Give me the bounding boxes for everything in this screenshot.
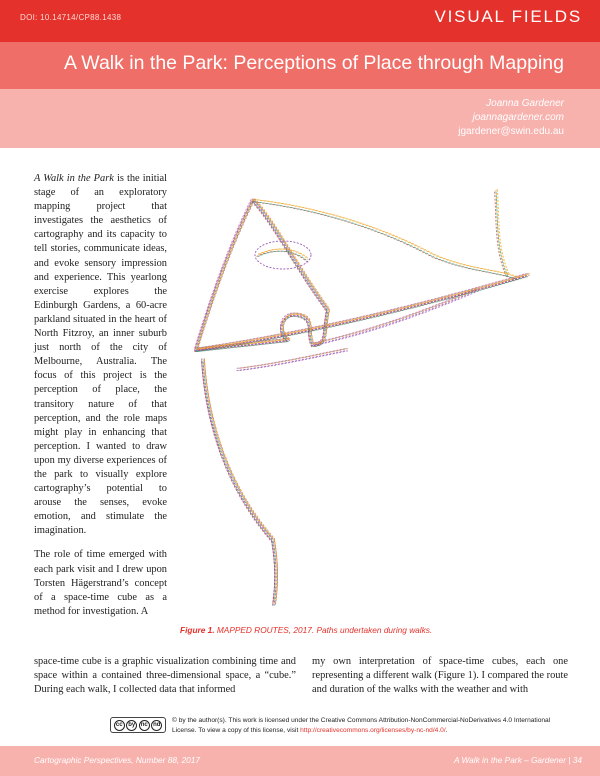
paragraph-1 [34, 172, 167, 538]
nd-icon: nd [151, 720, 162, 731]
license-link[interactable]: http://creativecommons.org/licenses/by-nc-nd/4.0/ [300, 727, 446, 734]
figure-caption-text: MAPPED ROUTES, 2017. Paths undertaken during walks. [214, 625, 433, 635]
walk-route-path [238, 348, 348, 368]
walk-route-path [497, 189, 509, 274]
nc-icon: nc [139, 720, 150, 731]
walk-route-path [313, 288, 478, 343]
walk-route-path [195, 198, 327, 348]
walk-route-path [197, 273, 529, 348]
body-column-left [34, 172, 167, 629]
walk-route-path [202, 361, 275, 606]
walk-route-path [197, 274, 529, 349]
section-label: VISUAL FIELDS [434, 7, 582, 26]
by-icon: by [126, 720, 137, 731]
walk-route-path [204, 358, 277, 603]
figure-label: Figure 1. [180, 625, 215, 635]
walk-route-path [254, 199, 519, 277]
walk-route-path [237, 348, 347, 368]
walk-route-path [203, 359, 276, 604]
walk-route-path [258, 249, 308, 259]
walk-route-path [195, 276, 527, 351]
license-end: . [445, 727, 448, 734]
cc-icon: cc [114, 720, 125, 731]
author-email[interactable]: jgardener@swin.edu.au [458, 126, 564, 137]
license-statement: © by the author(s). This work is licensed under the Creative Commons Attribution-NonCommercial-NoDerivatives 4.0 International License. To view a copy of this license, visit [172, 717, 551, 734]
figure-caption [180, 625, 432, 635]
walk-route-path [196, 274, 528, 349]
project-title-italic: A Walk in the Park [34, 173, 114, 184]
author-name: Joanna Gardener [486, 98, 564, 109]
walk-route-path [196, 273, 528, 348]
walk-route-path [202, 358, 275, 603]
mapped-routes-figure [178, 160, 550, 616]
walk-route-path [237, 351, 347, 371]
paragraph-2: The role of time emerged with each park visit and I drew upon Torsten Hägerstrand’s concept of a space-time cube as a method for investigation. A [34, 549, 167, 617]
journal-citation: Cartographic Perspectives, Number 88, 2017 [34, 755, 201, 765]
paragraph-1-text: is the initial stage of an exploratory mapping project that investigates the aesthetics of cartography and its capacity to tell stories, communicate ideas, and evoke sensory impression and experience. This yearlong exercise explores the Edinburgh Gardens, a 60-acre parkland situated in the heart of North Fitzroy, an inner suburb just north of the city of Melbourne, Australia. The focus of this project is the perception of place, the transitory nature of that perception, and the role maps might play in enhancing that perception. I wanted to draw upon my diverse experiences of the park to visually explore cartography’s potential to arouse the senses, evoke emotion, and stimulate the imagination. [34, 173, 167, 537]
walk-route-path [204, 361, 277, 606]
walk-route-path [195, 273, 527, 348]
cc-license-badge[interactable] [110, 717, 166, 733]
walk-route-path [203, 362, 276, 607]
body-wide-left: space-time cube is a graphic visualization combining time and space within a contained three-dimensional space, a “cube.” During each walk, I collected data that informed [34, 656, 296, 696]
running-footer: A Walk in the Park – Gardener | 34 [453, 755, 582, 765]
author-block [458, 97, 564, 139]
doi-label[interactable]: DOI: 10.14714/CP88.1438 [20, 13, 122, 22]
body-wide-right: my own interpretation of space-time cubes, each one representing a different walk (Figure 1). I compared the route and duration of the walks with the weather and with [312, 656, 568, 696]
walk-route-path [253, 199, 518, 277]
walk-route-path [203, 358, 276, 603]
walk-route-path [204, 359, 277, 604]
walk-route-path [195, 201, 327, 351]
license-text [172, 716, 572, 736]
article-title: A Walk in the Park: Perceptions of Place through Mapping [63, 52, 564, 74]
author-website[interactable]: joannagardener.com [472, 112, 564, 123]
walk-route-path [196, 199, 328, 349]
